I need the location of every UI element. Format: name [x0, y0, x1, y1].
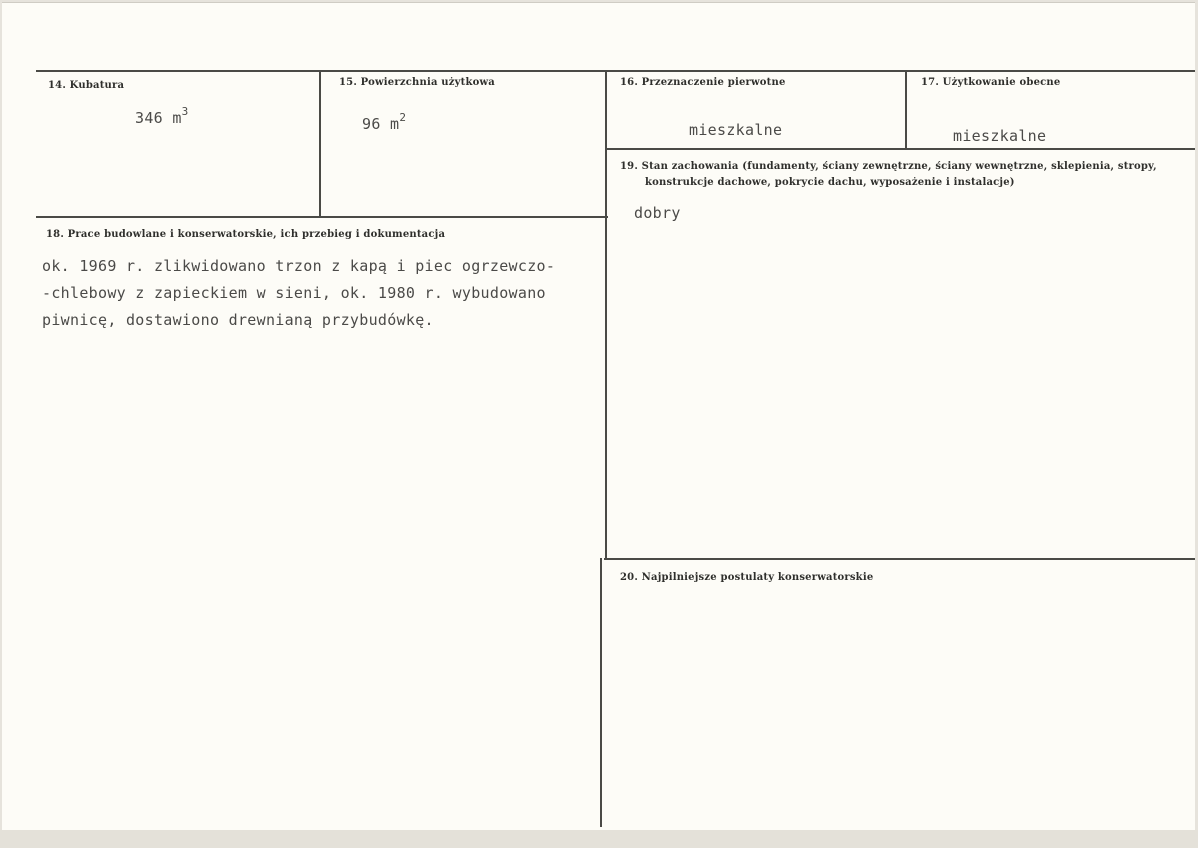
field-18-line-2: -chlebowy z zapieckiem w sieni, ok. 1980 r. wybudowano: [42, 284, 546, 302]
divider-16-17: [905, 70, 907, 150]
rule-under-16-17: [606, 148, 1195, 150]
rule-above-20: [604, 558, 1195, 560]
field-14-value-text: 346 m: [135, 109, 182, 127]
field-18-text: [42, 253, 555, 334]
field-15-value-text: 96 m: [362, 115, 400, 133]
field-17-value: mieszkalne: [953, 127, 1047, 145]
field-15-value: [362, 113, 406, 133]
field-20-label: 20. Najpilniejsze postulaty konserwatorskie: [620, 572, 874, 583]
field-15-label: 15. Powierzchnia użytkowa: [339, 77, 495, 88]
field-19-value: dobry: [634, 204, 681, 222]
divider-left-right-lower: [600, 558, 602, 827]
divider-left-right: [605, 70, 607, 560]
top-rule: [36, 70, 1195, 72]
field-19-label-line-1: 19. Stan zachowania (fundamenty, ściany zewnętrzne, ściany wewnętrzne, sklepienia, stropy,: [620, 161, 1157, 172]
scan-edge: [0, 830, 1198, 848]
field-14-value: [135, 107, 189, 127]
field-18-line-3: piwnicę, dostawiono drewnianą przybudówkę.: [42, 311, 434, 329]
field-19-label: [620, 159, 1180, 191]
divider-14-15: [319, 70, 321, 217]
field-14-exponent: 3: [181, 105, 189, 118]
field-16-label: 16. Przeznaczenie pierwotne: [620, 77, 786, 88]
field-15-exponent: 2: [399, 111, 407, 124]
field-18-line-1: ok. 1969 r. zlikwidowano trzon z kapą i piec ogrzewczo-: [42, 257, 556, 275]
field-18-label: 18. Prace budowlane i konserwatorskie, ich przebieg i dokumentacja: [46, 229, 446, 240]
field-14-label: 14. Kubatura: [48, 80, 125, 91]
field-19-label-line-2: konstrukcje dachowe, pokrycie dachu, wyposażenie i instalacje): [645, 177, 1015, 188]
field-17-label: 17. Użytkowanie obecne: [921, 77, 1061, 88]
rule-above-18: [36, 216, 608, 218]
field-16-value: mieszkalne: [689, 121, 783, 139]
record-card: [2, 2, 1195, 831]
